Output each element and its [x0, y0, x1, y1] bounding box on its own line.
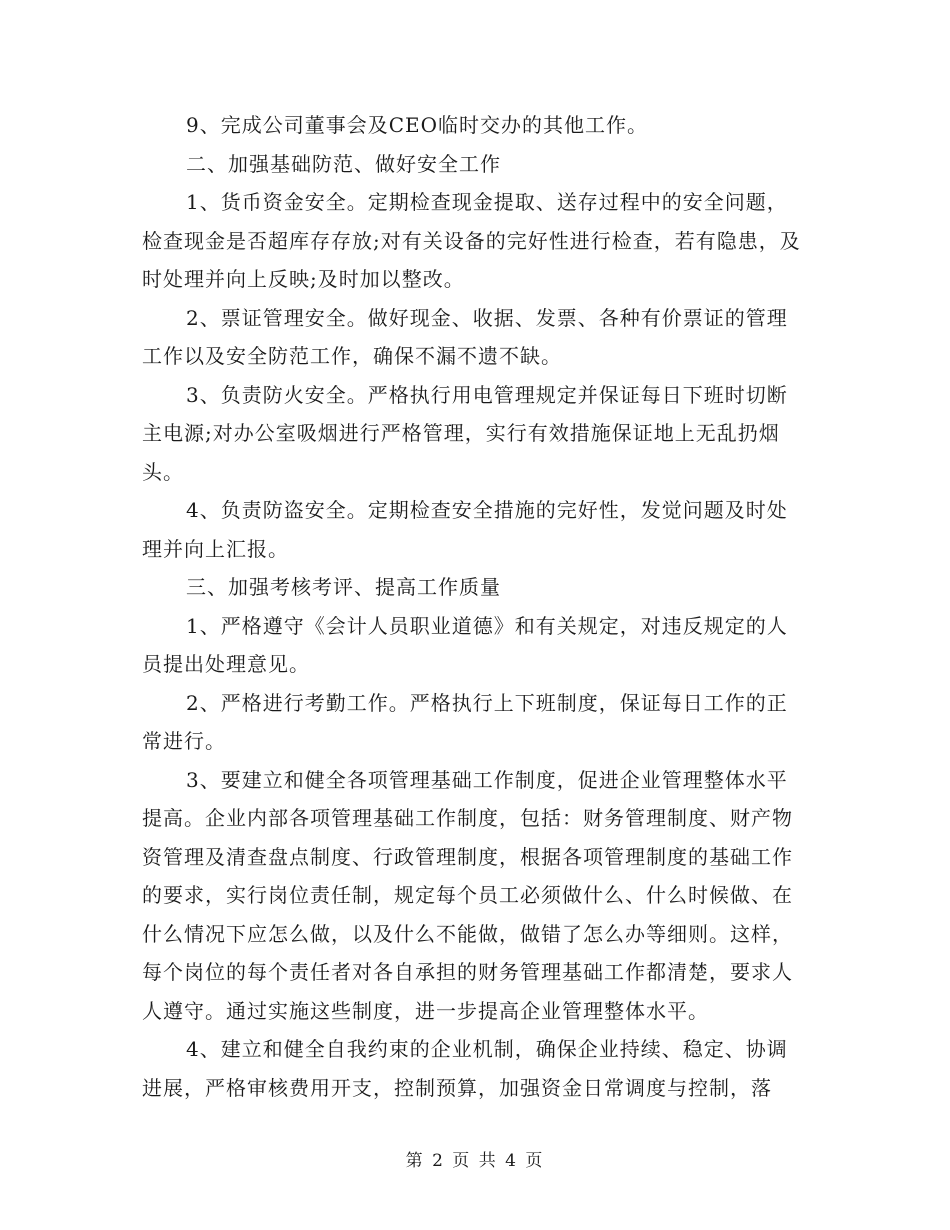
section-heading-2: 二、加强基础防范、做好安全工作 — [186, 151, 501, 176]
paragraph-voucher-security: 2、票证管理安全。做好现金、收据、发票、各种有价票证的管理工作以及安全防范工作，确保不漏不遗不缺。 — [142, 305, 788, 368]
paragraph-professional-ethics: 1、严格遵守《会计人员职业道德》和有关规定，对违反规定的人员提出处理意见。 — [142, 613, 788, 676]
page-number-footer: 第 2 页 共 4 页 — [405, 1151, 545, 1171]
paragraph-self-restraint: 4、建立和健全自我约束的企业机制，确保企业持续、稳定、协调进展，严格审核费用开支，控制预算，加强资金日常调度与控制，落 — [142, 1037, 788, 1100]
document-body — [142, 106, 808, 1107]
paragraph-fire-safety: 3、负责防火安全。严格执行用电管理规定并保证每日下班时切断主电源;对办公室吸烟进行严格管理，实行有效措施保证地上无乱扔烟头。 — [142, 382, 788, 484]
paragraph-management-system: 3、要建立和健全各项管理基础工作制度，促进企业管理整体水平提高。企业内部各项管理基础工作制度，包括：财务管理制度、财产物资管理及清查盘点制度、行政管理制度，根据各项管理制度的基础工作的要求，实行岗位责任制，规定每个员工必须做什么、什么时候做、在什么情况下应怎么做，以及什么不能做，做错了怎么办等细则。这样，每个岗位的每个责任者对各自承担的财务管理基础工作都清楚，要求人人遵守。通过实施这些制度，进一步提高企业管理整体水平。 — [142, 767, 793, 1023]
paragraph-attendance: 2、严格进行考勤工作。严格执行上下班制度，保证每日工作的正常进行。 — [142, 690, 788, 753]
paragraph-theft-prevention: 4、负责防盗安全。定期检查安全措施的完好性，发觉问题及时处理并向上汇报。 — [142, 498, 788, 561]
section-heading-3: 三、加强考核考评、提高工作质量 — [186, 575, 501, 599]
paragraph-cash-security: 1、货币资金安全。定期检查现金提取、送存过程中的安全问题，检查现金是否超库存存放;对有关设备的完好性进行检查，若有隐患，及时处理并向上反映;及时加以整改。 — [142, 190, 801, 291]
paragraph-item-9: 9、完成公司董事会及CEO临时交办的其他工作。 — [186, 113, 649, 137]
